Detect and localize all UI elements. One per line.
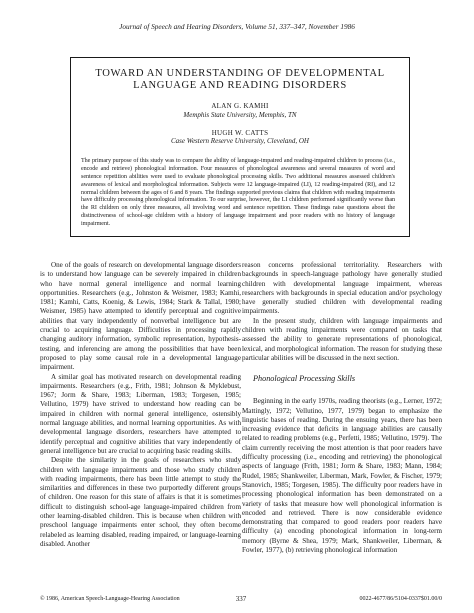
left-column (40, 261, 241, 549)
author-list (71, 102, 409, 146)
author-block (71, 102, 409, 120)
section-heading: Phonological Processing Skills (253, 374, 356, 384)
body-paragraph: Beginning in the early 1970s, reading theorists (e.g., Lerner, 1972; Mattingly, 1972; Vellutino, 1977, 1979) began to emphasize the linguistic bases of reading. During the ensuing years, there has been increasing evidence that deficits in language abilities are causally related to reading problems (e.g., Perfetti, 1985; Vellutino, 1979). The claim currently receiving the most attention is that poor readers have difficulty processing (i.e., encoding and retrieving) the phonological aspects of language (Frith, 1981; Jorm & Share, 1983; Mann, 1984; Rudel, 1985; Shankweiler, Liberman, Mark, Fowler, & Fischer, 1979; Stanovich, 1985; Torgesen, 1985). The difficulty poor readers have in processing phonological information has been demonstrated on a variety of tasks that measure how well phonological information is encoded and retrieved. There is now considerable evidence demonstrating that compared to good readers poor readers have difficulty (a) encoding phonological information in long-term memory (Byrne & Shea, 1979; Mark, Shankweiler, Liberman, & Fowler, 1977), (b) retrieving phonological information (242, 397, 442, 555)
body-paragraph: One of the goals of research on developmental language disorders is to understand how language can be severely impaired in children who have normal general intelligence and normal learning opportunities. Researchers (e.g., Johnston & Weismer, 1983; Kamhi, 1981; Kamhi, Catts, Koenig, & Lewis, 1984; Stark & Tallal, 1980; Weismer, 1985) have attempted to identify perceptual and cognitive abilities that vary independently of nonverbal intelligence but are crucial to acquiring language. Difficulties in processing rapidly changing auditory information, symbolic representation, hypothesis-testing, and inferencing are among the possibilities that have been proposed to play some causal role in a developmental language impairment. (40, 261, 241, 372)
footer-article-code: 0022-4677/86/5104-0337$01.00/0 (359, 596, 442, 602)
body-paragraph: A similar goal has motivated research on developmental reading impairments. Researchers (e.g., Frith, 1981; Johnson & Myklebust, 1967; Jorm & Share, 1983; Liberman, 1983; Torgesen, 1985; Vellutino, 1979) have strived to understand how reading can be impaired in children with normal general intelligence, ostensibly normal language abilities, and normal learning opportunities. As with developmental language disorders, researchers have attempted to identify perceptual and cognitive abilities that vary independently of general intelligence but are crucial to acquiring basic reading skills. (40, 372, 241, 455)
author-affiliation: Memphis State University, Memphis, TN (183, 110, 297, 119)
author-name: HUGH W. CATTS (211, 128, 269, 137)
journal-header: Journal of Speech and Hearing Disorders, Volume 51, 337–347, November 1986 (119, 22, 355, 31)
title-abstract-box (70, 57, 410, 237)
body-paragraph: Despite the similarity in the goals of researchers who study children with language impairments and those who study children with reading impairments, there has been little attempt to study the similarities and differences in these two purportedly different groups of children. One reason for this state of affairs is that it is sometimes difficult to distinguish school-age language-impaired children from other learning-disabled children. This is because when children with preschool language impairments enter school, they often become relabeled as learning disabled, reading impaired, or language-learning disabled. Another (40, 456, 241, 548)
footer-copyright: © 1986, American Speech-Language-Hearing Association (40, 596, 180, 602)
page-number: 337 (235, 595, 247, 603)
author-block (71, 129, 409, 147)
abstract: The primary purpose of this study was to compare the ability of language-impaired and reading-impaired children to process (i.e., encode and retrieve) phonological information. Four measures of phonological awareness and several measures of word and sentence repetition abilities were used to evaluate phonological processing skills. Two additional measures assessed children's awareness of lexical and morphological information. Subjects were 12 language-impaired (LI), 12 reading-impaired (RI), and 12 normal children between the ages of 6 and 8 years. The findings supported previous claims that children with reading impairments have difficulty processing phonological information. To our surprise, however, the LI children performed significantly worse than the RI children on only three measures, all involving word and sentence repetition. These findings raise questions about the distinctiveness of school-age children with a history of language impairment and poor readers with no history of language impairment. (81, 158, 395, 227)
paper-title: TOWARD AN UNDERSTANDING OF DEVELOPMENTAL LANGUAGE AND READING DISORDERS (95, 68, 385, 91)
author-affiliation: Case Western Reserve University, Cleveland, OH (171, 137, 309, 146)
body-paragraph: reason concerns professional territoriality. Researchers with backgrounds in speech-language pathology have generally studied children with developmental language impairment, whereas researchers with backgrounds in special education and/or psychology have generally studied children with developmental reading impairments. (242, 261, 442, 316)
body-paragraph: In the present study, children with language impairments and children with reading impairments were compared on tasks that assessed the ability to generate representations of phonological, lexical, and morphological information. The reason for studying these particular abilities will be discussed in the next section. (242, 316, 442, 362)
author-name: ALAN G. KAMHI (211, 102, 269, 110)
right-column (242, 261, 442, 555)
